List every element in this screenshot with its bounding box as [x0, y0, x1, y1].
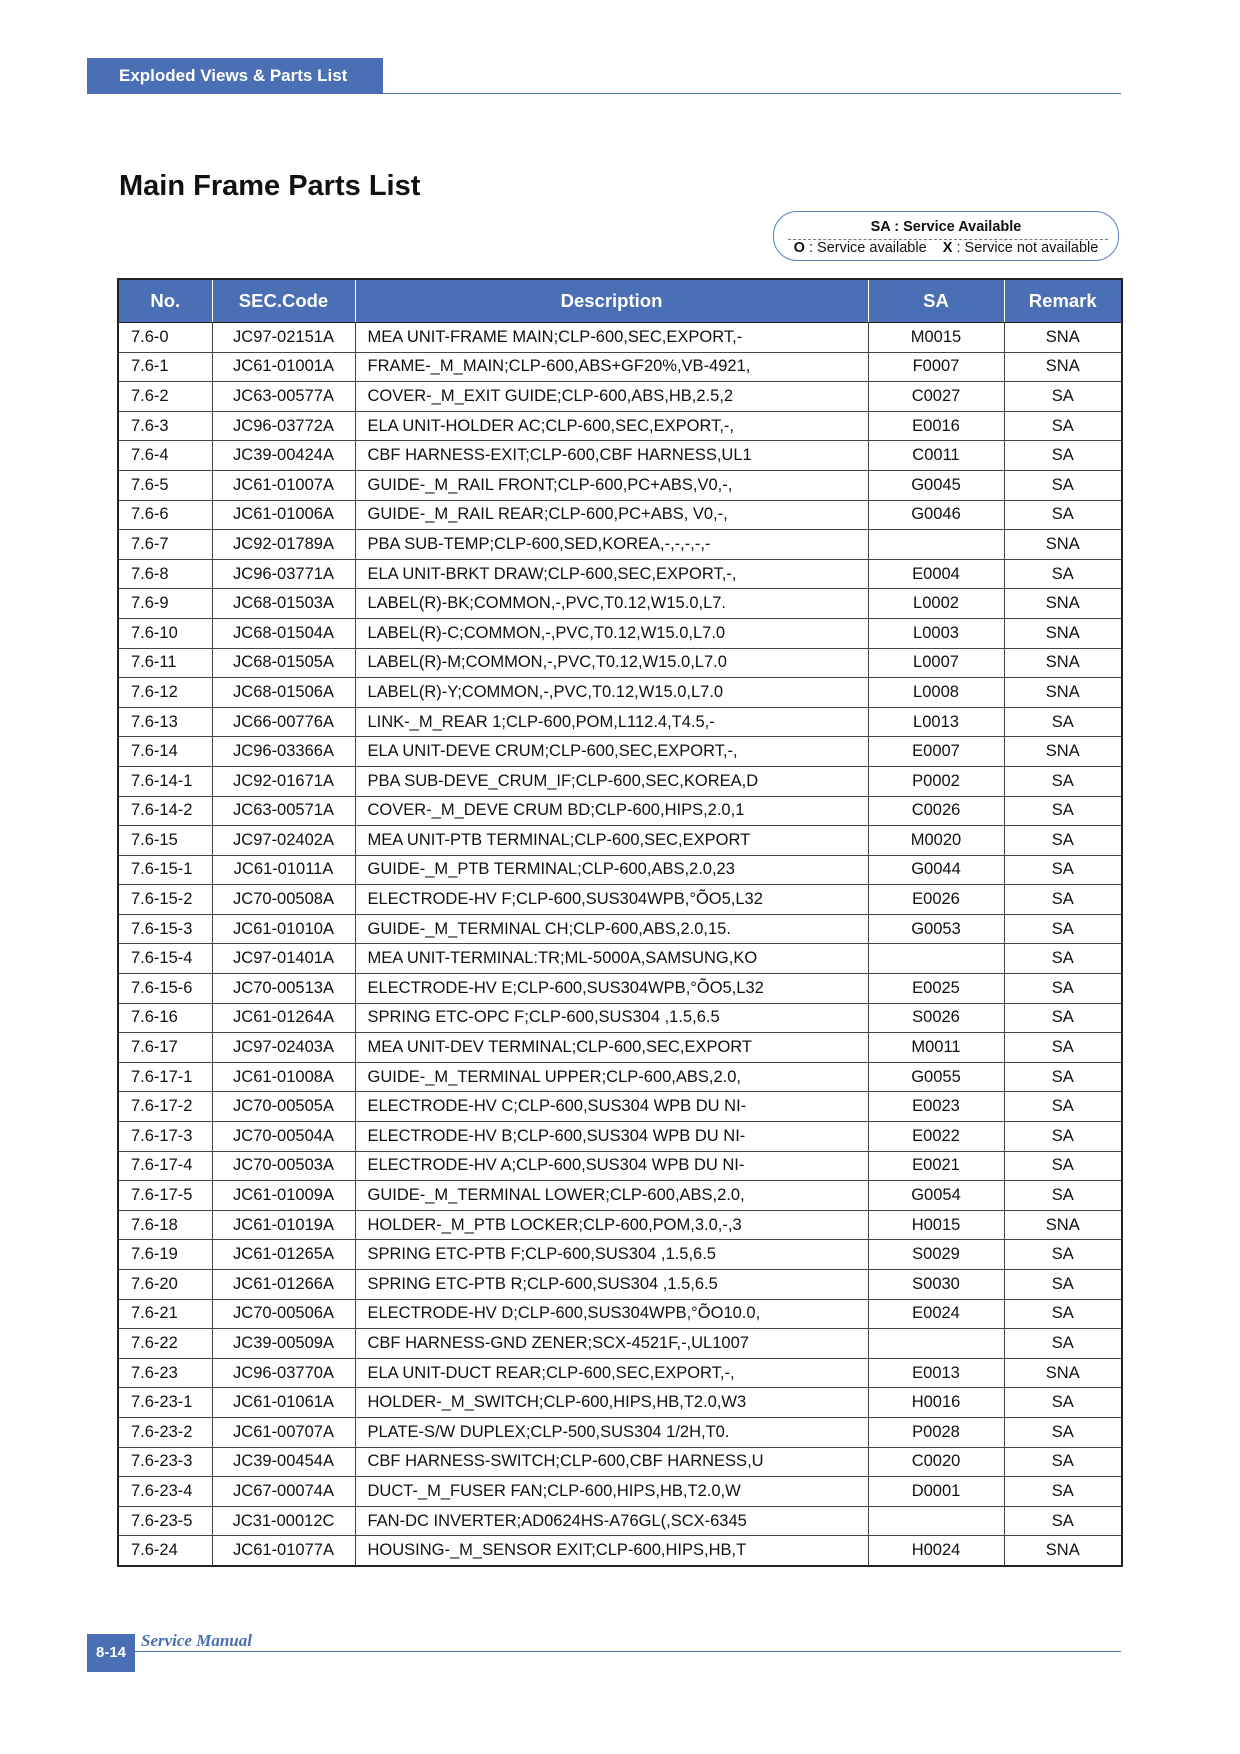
cell-sa: E0024 [868, 1299, 1004, 1329]
cell-sa: E0013 [868, 1358, 1004, 1388]
cell-remark: SA [1004, 1447, 1122, 1477]
cell-no: 7.6-24 [118, 1536, 212, 1566]
cell-sec-code: JC70-00508A [212, 885, 355, 915]
cell-description: ELECTRODE-HV E;CLP-600,SUS304WPB,°ÕO5,L32 [355, 974, 868, 1004]
cell-no: 7.6-17-4 [118, 1151, 212, 1181]
cell-sa: E0016 [868, 411, 1004, 441]
cell-sec-code: JC68-01505A [212, 648, 355, 678]
table-row [118, 648, 1122, 678]
cell-description: PBA SUB-TEMP;CLP-600,SED,KOREA,-,-,-,-,- [355, 530, 868, 560]
cell-remark: SA [1004, 382, 1122, 412]
table-row [118, 1447, 1122, 1477]
cell-remark: SA [1004, 766, 1122, 796]
cell-no: 7.6-23-4 [118, 1477, 212, 1507]
cell-description: COVER-_M_EXIT GUIDE;CLP-600,ABS,HB,2.5,2 [355, 382, 868, 412]
cell-remark: SA [1004, 1329, 1122, 1359]
cell-sa: C0027 [868, 382, 1004, 412]
header-no: No. [118, 279, 212, 323]
header-sec-code: SEC.Code [212, 279, 355, 323]
cell-remark: SA [1004, 1270, 1122, 1300]
cell-sa: L0003 [868, 618, 1004, 648]
table-row [118, 500, 1122, 530]
cell-remark: SA [1004, 500, 1122, 530]
cell-remark: SNA [1004, 323, 1122, 353]
cell-sec-code: JC97-02151A [212, 323, 355, 353]
cell-no: 7.6-15-1 [118, 855, 212, 885]
table-row [118, 1092, 1122, 1122]
cell-no: 7.6-23-1 [118, 1388, 212, 1418]
cell-sa: H0015 [868, 1210, 1004, 1240]
cell-sec-code: JC31-00012C [212, 1506, 355, 1536]
cell-remark: SA [1004, 1151, 1122, 1181]
cell-remark: SNA [1004, 1358, 1122, 1388]
cell-sec-code: JC68-01504A [212, 618, 355, 648]
cell-sec-code: JC61-01009A [212, 1181, 355, 1211]
cell-no: 7.6-14 [118, 737, 212, 767]
cell-sec-code: JC61-01265A [212, 1240, 355, 1270]
cell-sa [868, 1506, 1004, 1536]
cell-description: PLATE-S/W DUPLEX;CLP-500,SUS304 1/2H,T0. [355, 1417, 868, 1447]
cell-sec-code: JC61-01077A [212, 1536, 355, 1566]
table-row [118, 1417, 1122, 1447]
cell-sec-code: JC61-01001A [212, 352, 355, 382]
table-row [118, 1506, 1122, 1536]
cell-sa: C0026 [868, 796, 1004, 826]
cell-description: MEA UNIT-TERMINAL:TR;ML-5000A,SAMSUNG,KO [355, 944, 868, 974]
cell-description: LINK-_M_REAR 1;CLP-600,POM,L112.4,T4.5,- [355, 707, 868, 737]
cell-sa [868, 530, 1004, 560]
cell-no: 7.6-14-2 [118, 796, 212, 826]
cell-remark: SA [1004, 1181, 1122, 1211]
cell-remark: SA [1004, 441, 1122, 471]
cell-no: 7.6-0 [118, 323, 212, 353]
cell-description: ELECTRODE-HV D;CLP-600,SUS304WPB,°ÕO10.0, [355, 1299, 868, 1329]
cell-sa: S0026 [868, 1003, 1004, 1033]
cell-sa: L0013 [868, 707, 1004, 737]
cell-remark: SA [1004, 796, 1122, 826]
cell-sec-code: JC70-00504A [212, 1122, 355, 1152]
cell-remark: SA [1004, 1506, 1122, 1536]
cell-remark: SA [1004, 1062, 1122, 1092]
footer-rule [135, 1651, 1121, 1652]
cell-sa: G0055 [868, 1062, 1004, 1092]
cell-sa: G0046 [868, 500, 1004, 530]
cell-sa: E0026 [868, 885, 1004, 915]
cell-sa: M0015 [868, 323, 1004, 353]
cell-sec-code: JC63-00571A [212, 796, 355, 826]
table-row [118, 1477, 1122, 1507]
cell-sa: M0011 [868, 1033, 1004, 1063]
cell-sec-code: JC61-01010A [212, 914, 355, 944]
cell-remark: SNA [1004, 618, 1122, 648]
cell-sa: L0002 [868, 589, 1004, 619]
legend-o-symbol: O [793, 240, 805, 256]
cell-description: CBF HARNESS-SWITCH;CLP-600,CBF HARNESS,U [355, 1447, 868, 1477]
cell-no: 7.6-20 [118, 1270, 212, 1300]
cell-sec-code: JC96-03772A [212, 411, 355, 441]
cell-no: 7.6-7 [118, 530, 212, 560]
cell-sa: H0016 [868, 1388, 1004, 1418]
cell-description: ELECTRODE-HV C;CLP-600,SUS304 WPB DU NI- [355, 1092, 868, 1122]
cell-sa: D0001 [868, 1477, 1004, 1507]
cell-no: 7.6-2 [118, 382, 212, 412]
cell-description: ELA UNIT-DEVE CRUM;CLP-600,SEC,EXPORT,-, [355, 737, 868, 767]
cell-sec-code: JC97-02403A [212, 1033, 355, 1063]
cell-sec-code: JC61-01019A [212, 1210, 355, 1240]
cell-description: ELA UNIT-DUCT REAR;CLP-600,SEC,EXPORT,-, [355, 1358, 868, 1388]
cell-no: 7.6-12 [118, 678, 212, 708]
legend-x-symbol: X [942, 240, 953, 256]
cell-description: LABEL(R)-Y;COMMON,-,PVC,T0.12,W15.0,L7.0 [355, 678, 868, 708]
cell-sa [868, 944, 1004, 974]
cell-sa: E0004 [868, 559, 1004, 589]
cell-description: ELECTRODE-HV A;CLP-600,SUS304 WPB DU NI- [355, 1151, 868, 1181]
table-row [118, 1210, 1122, 1240]
table-row [118, 1388, 1122, 1418]
cell-sa: E0023 [868, 1092, 1004, 1122]
table-row [118, 707, 1122, 737]
table-row [118, 678, 1122, 708]
cell-no: 7.6-19 [118, 1240, 212, 1270]
cell-description: SPRING ETC-PTB R;CLP-600,SUS304 ,1.5,6.5 [355, 1270, 868, 1300]
section-tab: Exploded Views & Parts List [87, 58, 383, 94]
cell-description: MEA UNIT-PTB TERMINAL;CLP-600,SEC,EXPORT [355, 826, 868, 856]
manual-label: Service Manual [141, 1631, 252, 1650]
table-row [118, 470, 1122, 500]
table-row [118, 559, 1122, 589]
header-rule [87, 93, 1121, 94]
table-row [118, 1536, 1122, 1566]
cell-remark: SA [1004, 826, 1122, 856]
table-row [118, 1003, 1122, 1033]
cell-no: 7.6-1 [118, 352, 212, 382]
table-row [118, 352, 1122, 382]
table-row [118, 944, 1122, 974]
table-row [118, 1329, 1122, 1359]
cell-remark: SNA [1004, 530, 1122, 560]
cell-sa: M0020 [868, 826, 1004, 856]
cell-description: CBF HARNESS-EXIT;CLP-600,CBF HARNESS,UL1 [355, 441, 868, 471]
cell-description: PBA SUB-DEVE_CRUM_IF;CLP-600,SEC,KOREA,D [355, 766, 868, 796]
cell-remark: SA [1004, 1417, 1122, 1447]
table-row [118, 1240, 1122, 1270]
cell-remark: SNA [1004, 678, 1122, 708]
cell-sec-code: JC92-01671A [212, 766, 355, 796]
cell-remark: SA [1004, 1299, 1122, 1329]
cell-no: 7.6-11 [118, 648, 212, 678]
cell-description: HOUSING-_M_SENSOR EXIT;CLP-600,HIPS,HB,T [355, 1536, 868, 1566]
cell-sec-code: JC68-01503A [212, 589, 355, 619]
cell-remark: SNA [1004, 737, 1122, 767]
legend-o-text: : Service available [808, 240, 927, 256]
cell-remark: SA [1004, 944, 1122, 974]
cell-sec-code: JC61-01264A [212, 1003, 355, 1033]
cell-remark: SA [1004, 470, 1122, 500]
table-row [118, 737, 1122, 767]
table-row [118, 1151, 1122, 1181]
cell-sec-code: JC70-00513A [212, 974, 355, 1004]
page-title: Main Frame Parts List [119, 170, 421, 202]
table-row [118, 441, 1122, 471]
legend-title: SA : Service Available [870, 219, 1022, 235]
cell-remark: SA [1004, 1033, 1122, 1063]
cell-no: 7.6-10 [118, 618, 212, 648]
cell-description: ELA UNIT-HOLDER AC;CLP-600,SEC,EXPORT,-, [355, 411, 868, 441]
cell-sa: L0007 [868, 648, 1004, 678]
legend-symbols [774, 240, 1118, 256]
cell-sa: G0045 [868, 470, 1004, 500]
table-row [118, 382, 1122, 412]
cell-description: FAN-DC INVERTER;AD0624HS-A76GL(,SCX-6345 [355, 1506, 868, 1536]
cell-no: 7.6-15 [118, 826, 212, 856]
cell-sec-code: JC67-00074A [212, 1477, 355, 1507]
cell-no: 7.6-8 [118, 559, 212, 589]
parts-table [117, 278, 1123, 1567]
table-row [118, 855, 1122, 885]
cell-no: 7.6-14-1 [118, 766, 212, 796]
cell-no: 7.6-9 [118, 589, 212, 619]
table-row [118, 1181, 1122, 1211]
cell-description: MEA UNIT-FRAME MAIN;CLP-600,SEC,EXPORT,- [355, 323, 868, 353]
cell-sec-code: JC96-03770A [212, 1358, 355, 1388]
cell-remark: SA [1004, 885, 1122, 915]
cell-remark: SA [1004, 411, 1122, 441]
table-row [118, 1122, 1122, 1152]
cell-sa: C0020 [868, 1447, 1004, 1477]
cell-remark: SNA [1004, 648, 1122, 678]
cell-description: FRAME-_M_MAIN;CLP-600,ABS+GF20%,VB-4921, [355, 352, 868, 382]
header-remark: Remark [1004, 279, 1122, 323]
cell-no: 7.6-23-3 [118, 1447, 212, 1477]
cell-no: 7.6-21 [118, 1299, 212, 1329]
cell-sa: E0021 [868, 1151, 1004, 1181]
cell-description: GUIDE-_M_RAIL REAR;CLP-600,PC+ABS, V0,-, [355, 500, 868, 530]
cell-sec-code: JC61-01007A [212, 470, 355, 500]
cell-remark: SA [1004, 707, 1122, 737]
cell-no: 7.6-18 [118, 1210, 212, 1240]
cell-sa: H0024 [868, 1536, 1004, 1566]
cell-description: LABEL(R)-C;COMMON,-,PVC,T0.12,W15.0,L7.0 [355, 618, 868, 648]
cell-description: HOLDER-_M_PTB LOCKER;CLP-600,POM,3.0,-,3 [355, 1210, 868, 1240]
cell-no: 7.6-23-5 [118, 1506, 212, 1536]
cell-remark: SA [1004, 1388, 1122, 1418]
cell-sec-code: JC61-01011A [212, 855, 355, 885]
cell-sa: G0053 [868, 914, 1004, 944]
cell-no: 7.6-15-2 [118, 885, 212, 915]
cell-description: LABEL(R)-BK;COMMON,-,PVC,T0.12,W15.0,L7. [355, 589, 868, 619]
cell-sec-code: JC97-01401A [212, 944, 355, 974]
table-row [118, 411, 1122, 441]
cell-sec-code: JC61-01008A [212, 1062, 355, 1092]
cell-no: 7.6-3 [118, 411, 212, 441]
table-row [118, 914, 1122, 944]
cell-sec-code: JC92-01789A [212, 530, 355, 560]
service-legend [773, 211, 1119, 261]
cell-description: SPRING ETC-OPC F;CLP-600,SUS304 ,1.5,6.5 [355, 1003, 868, 1033]
cell-remark: SA [1004, 1477, 1122, 1507]
cell-no: 7.6-17-2 [118, 1092, 212, 1122]
cell-sa: E0007 [868, 737, 1004, 767]
cell-description: ELA UNIT-BRKT DRAW;CLP-600,SEC,EXPORT,-, [355, 559, 868, 589]
cell-no: 7.6-22 [118, 1329, 212, 1359]
parts-table-body [118, 323, 1122, 1566]
cell-description: LABEL(R)-M;COMMON,-,PVC,T0.12,W15.0,L7.0 [355, 648, 868, 678]
cell-description: GUIDE-_M_TERMINAL CH;CLP-600,ABS,2.0,15. [355, 914, 868, 944]
cell-description: ELECTRODE-HV F;CLP-600,SUS304WPB,°ÕO5,L32 [355, 885, 868, 915]
table-row [118, 1358, 1122, 1388]
cell-no: 7.6-13 [118, 707, 212, 737]
cell-no: 7.6-17-5 [118, 1181, 212, 1211]
table-row [118, 974, 1122, 1004]
cell-remark: SA [1004, 1003, 1122, 1033]
cell-remark: SA [1004, 559, 1122, 589]
cell-sec-code: JC97-02402A [212, 826, 355, 856]
table-row [118, 1062, 1122, 1092]
cell-sec-code: JC39-00509A [212, 1329, 355, 1359]
cell-sa: E0025 [868, 974, 1004, 1004]
cell-sec-code: JC61-01266A [212, 1270, 355, 1300]
cell-sec-code: JC68-01506A [212, 678, 355, 708]
cell-no: 7.6-15-3 [118, 914, 212, 944]
cell-no: 7.6-17-1 [118, 1062, 212, 1092]
header-description: Description [355, 279, 868, 323]
table-row [118, 589, 1122, 619]
cell-remark: SNA [1004, 589, 1122, 619]
cell-sec-code: JC96-03771A [212, 559, 355, 589]
cell-description: GUIDE-_M_TERMINAL UPPER;CLP-600,ABS,2.0, [355, 1062, 868, 1092]
cell-sa: P0002 [868, 766, 1004, 796]
cell-description: DUCT-_M_FUSER FAN;CLP-600,HIPS,HB,T2.0,W [355, 1477, 868, 1507]
cell-sec-code: JC70-00506A [212, 1299, 355, 1329]
cell-no: 7.6-16 [118, 1003, 212, 1033]
table-header-row [118, 279, 1122, 323]
cell-sa: C0011 [868, 441, 1004, 471]
cell-sec-code: JC63-00577A [212, 382, 355, 412]
table-row [118, 1270, 1122, 1300]
cell-sec-code: JC39-00454A [212, 1447, 355, 1477]
page-number: 8-14 [87, 1634, 135, 1672]
cell-remark: SNA [1004, 352, 1122, 382]
cell-sec-code: JC61-01006A [212, 500, 355, 530]
cell-sa: S0029 [868, 1240, 1004, 1270]
cell-description: GUIDE-_M_TERMINAL LOWER;CLP-600,ABS,2.0, [355, 1181, 868, 1211]
cell-no: 7.6-5 [118, 470, 212, 500]
legend-x-text: : Service not available [956, 240, 1099, 256]
table-row [118, 885, 1122, 915]
cell-description: GUIDE-_M_PTB TERMINAL;CLP-600,ABS,2.0,23 [355, 855, 868, 885]
table-row [118, 766, 1122, 796]
cell-sec-code: JC61-00707A [212, 1417, 355, 1447]
cell-no: 7.6-6 [118, 500, 212, 530]
cell-sa: G0044 [868, 855, 1004, 885]
cell-description: SPRING ETC-PTB F;CLP-600,SUS304 ,1.5,6.5 [355, 1240, 868, 1270]
table-row [118, 530, 1122, 560]
cell-description: ELECTRODE-HV B;CLP-600,SUS304 WPB DU NI- [355, 1122, 868, 1152]
table-row [118, 618, 1122, 648]
cell-remark: SA [1004, 1092, 1122, 1122]
cell-sa [868, 1329, 1004, 1359]
cell-sec-code: JC66-00776A [212, 707, 355, 737]
cell-remark: SNA [1004, 1210, 1122, 1240]
cell-no: 7.6-4 [118, 441, 212, 471]
table-row [118, 323, 1122, 353]
cell-no: 7.6-23 [118, 1358, 212, 1388]
cell-no: 7.6-23-2 [118, 1417, 212, 1447]
cell-description: MEA UNIT-DEV TERMINAL;CLP-600,SEC,EXPORT [355, 1033, 868, 1063]
table-row [118, 796, 1122, 826]
table-row [118, 1299, 1122, 1329]
cell-description: COVER-_M_DEVE CRUM BD;CLP-600,HIPS,2.0,1 [355, 796, 868, 826]
cell-description: GUIDE-_M_RAIL FRONT;CLP-600,PC+ABS,V0,-, [355, 470, 868, 500]
cell-sec-code: JC70-00505A [212, 1092, 355, 1122]
table-row [118, 1033, 1122, 1063]
table-row [118, 826, 1122, 856]
cell-sa: S0030 [868, 1270, 1004, 1300]
cell-sa: E0022 [868, 1122, 1004, 1152]
cell-no: 7.6-15-6 [118, 974, 212, 1004]
cell-sa: P0028 [868, 1417, 1004, 1447]
header-sa: SA [868, 279, 1004, 323]
cell-sec-code: JC61-01061A [212, 1388, 355, 1418]
cell-sa: L0008 [868, 678, 1004, 708]
cell-no: 7.6-17 [118, 1033, 212, 1063]
cell-description: CBF HARNESS-GND ZENER;SCX-4521F,-,UL1007 [355, 1329, 868, 1359]
cell-no: 7.6-15-4 [118, 944, 212, 974]
cell-sa: F0007 [868, 352, 1004, 382]
cell-remark: SA [1004, 974, 1122, 1004]
cell-sec-code: JC70-00503A [212, 1151, 355, 1181]
cell-description: HOLDER-_M_SWITCH;CLP-600,HIPS,HB,T2.0,W3 [355, 1388, 868, 1418]
cell-remark: SA [1004, 1122, 1122, 1152]
cell-no: 7.6-17-3 [118, 1122, 212, 1152]
cell-sec-code: JC39-00424A [212, 441, 355, 471]
cell-sec-code: JC96-03366A [212, 737, 355, 767]
cell-remark: SA [1004, 1240, 1122, 1270]
cell-remark: SA [1004, 855, 1122, 885]
cell-remark: SA [1004, 914, 1122, 944]
cell-sa: G0054 [868, 1181, 1004, 1211]
cell-remark: SNA [1004, 1536, 1122, 1566]
